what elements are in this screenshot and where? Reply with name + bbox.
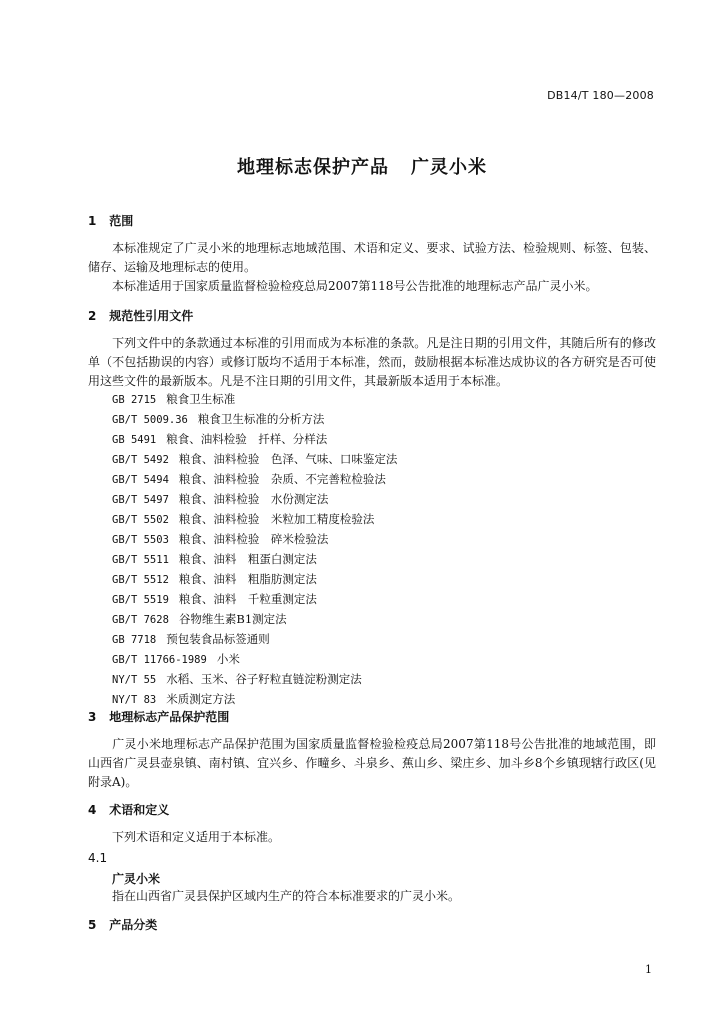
- reference-item: GB/T 5492 粮食、油料检验 色泽、气味、口味鉴定法: [112, 452, 398, 466]
- protection-area-paragraph: 广灵小米地理标志产品保护范围为国家质量监督检验检疫总局2007第118号公告批准的地域范围，即山西省广灵县壶泉镇、南村镇、宜兴乡、作疃乡、斗泉乡、蕉山乡、梁庄乡、加斗乡8个乡镇现辖行政区(见附录A)。: [88, 737, 656, 789]
- reference-item: GB/T 5494 粮食、油料检验 杂质、不完善粒检验法: [112, 472, 386, 486]
- references-list: [112, 390, 397, 710]
- reference-item: GB/T 11766-1989 小米: [112, 652, 240, 666]
- reference-item: GB/T 5502 粮食、油料检验 米粒加工精度检验法: [112, 512, 375, 526]
- reference-item: GB/T 5512 粮食、油料 粗脂肪测定法: [112, 572, 317, 586]
- section-5-heading: [88, 916, 157, 933]
- section-title: 产品分类: [109, 918, 158, 932]
- reference-item: GB/T 5519 粮食、油料 千粒重测定法: [112, 592, 317, 606]
- term-definition: 指在山西省广灵县保护区域内生产的符合本标准要求的广灵小米。: [112, 889, 461, 903]
- references-intro: 下列文件中的条款通过本标准的引用而成为本标准的条款。凡是注日期的引用文件，其随后所有的修改单（不包括勘误的内容）或修订版均不适用于本标准，然而，鼓励根据本标准达成协议的各方研究是否可使用这些文件的最新版本。凡是不注日期的引用文件，其最新版本适用于本标准。: [88, 336, 656, 388]
- section-4-heading: [88, 801, 169, 818]
- reference-item: GB/T 5503 粮食、油料检验 碎米检验法: [112, 532, 329, 546]
- section-title: 地理标志产品保护范围: [109, 710, 230, 724]
- section-number: 5: [88, 918, 97, 932]
- reference-item: GB 5491 粮食、油料检验 扦样、分样法: [112, 432, 328, 446]
- scope-paragraph-2: 本标准适用于国家质量监督检验检疫总局2007第118号公告批准的地理标志产品广灵小米。: [112, 279, 598, 293]
- scope-paragraph-1: 本标准规定了广灵小米的地理标志地域范围、术语和定义、要求、试验方法、检验规则、标签、包装、储存、运输及地理标志的使用。: [88, 241, 656, 274]
- terms-intro: 下列术语和定义适用于本标准。: [112, 830, 281, 844]
- section-title: 规范性引用文件: [109, 309, 194, 323]
- section-number: 3: [88, 710, 97, 724]
- reference-item: GB/T 5511 粮食、油料 粗蛋白测定法: [112, 552, 317, 566]
- reference-item: NY/T 83 米质测定方法: [112, 692, 236, 706]
- reference-item: GB/T 7628 谷物维生素B1测定法: [112, 612, 287, 626]
- reference-item: GB 2715 粮食卫生标准: [112, 392, 236, 406]
- title-part-2: 广灵小米: [411, 157, 487, 178]
- document-title: [0, 153, 724, 179]
- page-number: 1: [645, 963, 652, 976]
- document-number: DB14/T 180—2008: [547, 89, 654, 102]
- section-1-heading: [88, 212, 133, 229]
- section-title: 范围: [109, 214, 134, 228]
- section-3-heading: [88, 708, 229, 725]
- term-number: 4.1: [88, 851, 108, 865]
- section-number: 1: [88, 214, 97, 228]
- section-number: 4: [88, 803, 97, 817]
- reference-item: NY/T 55 水稻、玉米、谷子籽粒直链淀粉测定法: [112, 672, 362, 686]
- reference-item: GB/T 5497 粮食、油料检验 水份测定法: [112, 492, 329, 506]
- section-number: 2: [88, 309, 97, 323]
- reference-item: GB 7718 预包装食品标签通则: [112, 632, 270, 646]
- title-part-1: 地理标志保护产品: [237, 157, 389, 178]
- reference-item: GB/T 5009.36 粮食卫生标准的分析方法: [112, 412, 325, 426]
- section-title: 术语和定义: [109, 803, 170, 817]
- term-name: 广灵小米: [112, 872, 161, 886]
- section-2-heading: [88, 307, 193, 324]
